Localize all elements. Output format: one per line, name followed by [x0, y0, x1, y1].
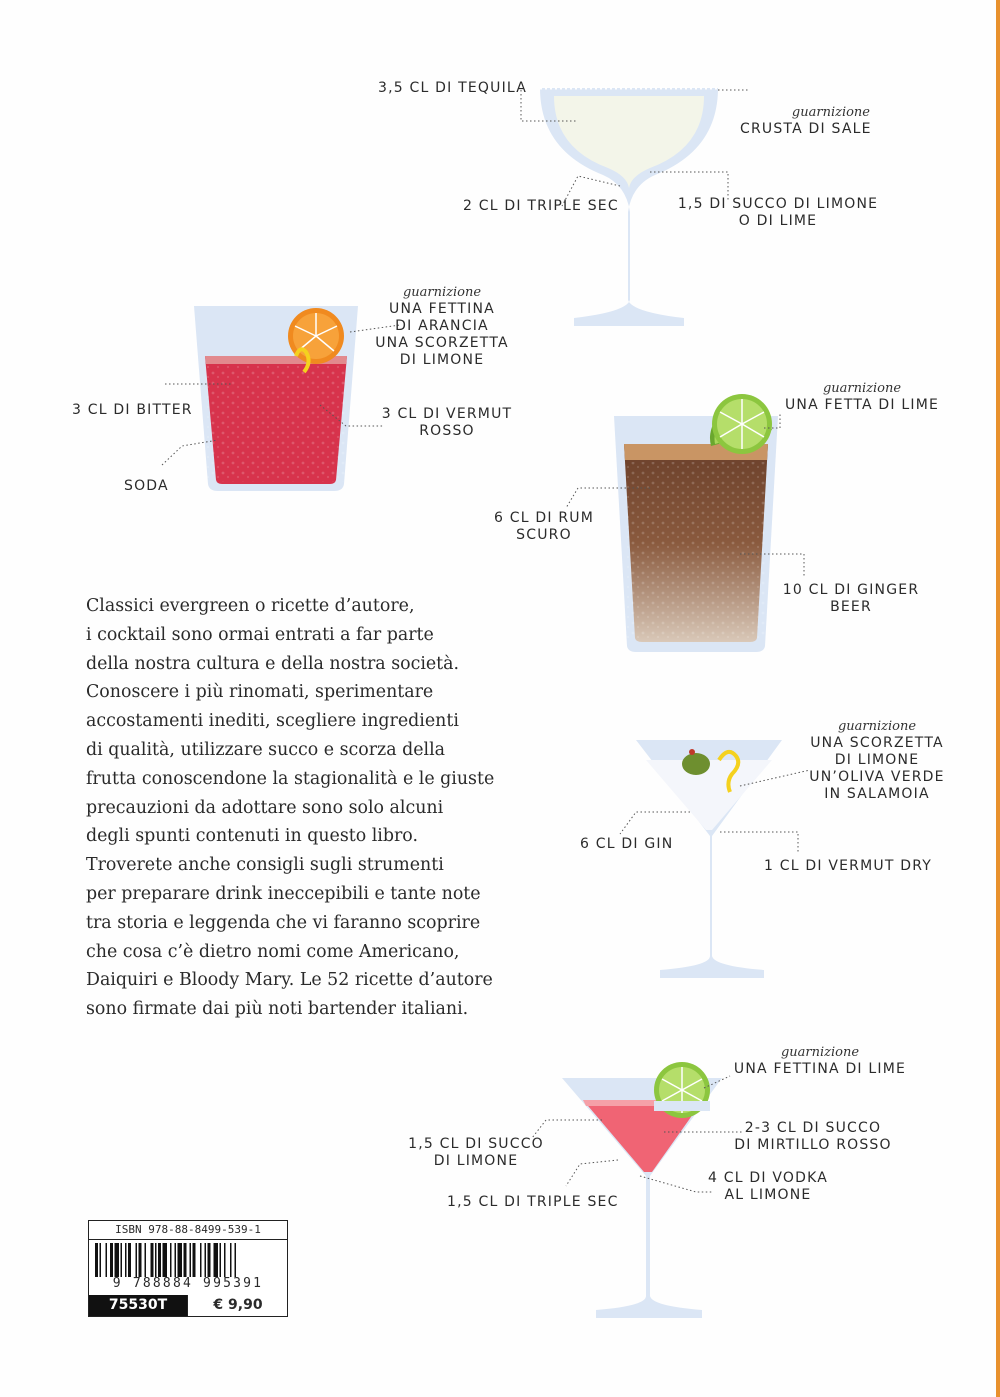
barcode-bar — [184, 1243, 187, 1277]
isbn-barcode-box — [88, 1220, 288, 1317]
cosmopolitan-lemon-label: 1,5 CL DI SUCCO DI LIMONE — [408, 1136, 544, 1169]
dark-stormy-garnish-label: guarnizione UNA FETTA DI LIME — [776, 380, 948, 414]
barcode-bar — [208, 1243, 211, 1277]
barcode-bar — [224, 1243, 226, 1277]
barcode-bar — [125, 1243, 127, 1277]
barcode-bars — [93, 1243, 283, 1277]
barcode-bar — [158, 1243, 161, 1277]
barcode-bar — [193, 1243, 196, 1277]
barcode-bar — [155, 1243, 157, 1277]
barcode-bar — [128, 1243, 131, 1277]
dark-stormy-glass — [614, 394, 778, 652]
barcode-bar — [190, 1243, 192, 1277]
martini-gin-label: 6 CL DI GIN — [580, 836, 674, 852]
barcode-bar — [170, 1243, 172, 1277]
margarita-garnish-heading: guarnizione — [791, 105, 870, 120]
barcode-bar — [230, 1243, 232, 1277]
barcode-bar — [175, 1243, 177, 1277]
barcode-bar — [235, 1243, 237, 1277]
martini-garnish-heading: guarnizione — [837, 719, 917, 734]
barcode-bar — [110, 1243, 113, 1277]
dark-stormy-rum-label: 6 CL DI RUM SCURO — [494, 510, 594, 543]
barcode-bar — [136, 1243, 138, 1277]
americano-glass — [194, 306, 358, 491]
accent-edge — [996, 0, 1000, 1397]
americano-garnish-label: guarnizione UNA FETTINA DI ARANCIA UNA SCORZETTA DI LIMONE — [366, 284, 518, 369]
margarita-garnish-label: guarnizione CRUSTA DI SALE — [740, 105, 872, 137]
barcode-bar — [178, 1243, 183, 1277]
cosmopolitan-glass — [562, 1062, 722, 1318]
barcode-bar — [95, 1243, 98, 1277]
margarita-tequila-label: 3,5 CL DI TEQUILA — [378, 80, 527, 96]
barcode-bar — [151, 1243, 154, 1277]
margarita-triple-sec-label: 2 CL DI TRIPLE SEC — [463, 198, 619, 214]
barcode-bar — [205, 1243, 207, 1277]
cosmopolitan-vodka-label: 4 CL DI VODKA AL LIMONE — [708, 1170, 828, 1203]
barcode-bar — [106, 1243, 108, 1277]
martini-glass — [636, 740, 782, 978]
dark-stormy-garnish-heading: guarnizione — [822, 381, 902, 396]
barcode-bar — [100, 1243, 102, 1277]
product-code: 75530T — [89, 1295, 187, 1316]
ean-digits: 9 788884 995391 — [112, 1276, 264, 1291]
cosmopolitan-triple-sec-label: 1,5 CL DI TRIPLE SEC — [447, 1194, 619, 1210]
isbn-number: ISBN 978-88-8499-539-1 — [89, 1221, 287, 1240]
barcode-bar — [139, 1243, 142, 1277]
cosmopolitan-garnish-label: guarnizione UNA FETTINA DI LIME — [728, 1044, 912, 1078]
americano-bitter-label: 3 CL DI BITTER — [72, 402, 193, 418]
price: € 9,90 — [187, 1295, 288, 1316]
barcode-bar — [145, 1243, 147, 1277]
martini-vermut-label: 1 CL DI VERMUT DRY — [764, 858, 932, 874]
margarita-lemon-label: 1,5 DI SUCCO DI LIMONE O DI LIME — [677, 196, 879, 229]
americano-soda-label: SODA — [124, 478, 169, 494]
martini-garnish-label: guarnizione UNA SCORZETTA DI LIMONE UN’OLIVA VERDE IN SALAMOIA — [802, 718, 952, 803]
barcode-bar — [163, 1243, 168, 1277]
dark-stormy-ginger-label: 10 CL DI GINGER BEER — [782, 582, 920, 615]
barcode-bar — [214, 1243, 219, 1277]
americano-garnish-heading: guarnizione — [402, 285, 482, 300]
barcode-bar — [220, 1243, 222, 1277]
americano-vermut-label: 3 CL DI VERMUT ROSSO — [381, 406, 513, 439]
cosmopolitan-garnish-heading: guarnizione — [780, 1045, 860, 1060]
back-cover-blurb: Classici evergreen o ricette d’autore, i cocktail sono ormai entrati a far parte della nostra cultura e della nostra società. Conoscere i più rinomati, sperimentare accostamenti inediti, scegliere ingredienti di qualità, utilizzare succo e scorza della frutta conoscendone la stagionalità e le giuste precauzioni da adottare sono solo alcuni degli spunti contenuti in questo libro. Troverete anche consigli sugli strumenti per preparare drink ineccepibili e tante note tra storia e leggenda che vi faranno scoprire che cosa c’è dietro nomi come Americano, Daiquiri e Bloody Mary. Le 52 ricette d’autore sono firmate dai più noti bartender italiani. — [86, 596, 495, 1020]
cosmopolitan-cranberry-label: 2-3 CL DI SUCCO DI MIRTILLO ROSSO — [734, 1120, 892, 1153]
barcode-bar — [200, 1243, 202, 1277]
barcode-bar — [121, 1243, 123, 1277]
barcode-bar — [115, 1243, 120, 1277]
